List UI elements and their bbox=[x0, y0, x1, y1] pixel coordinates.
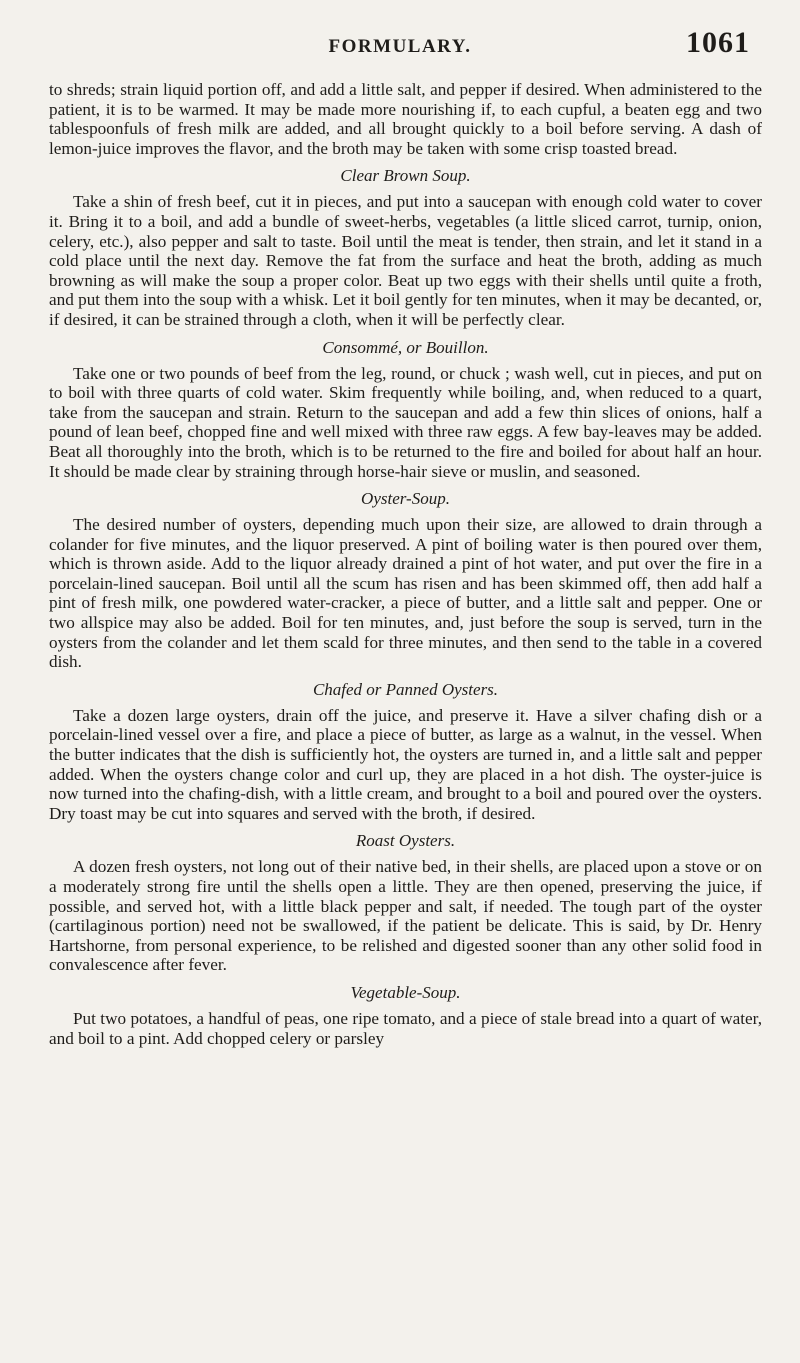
section-heading-clear-brown-soup: Clear Brown Soup. bbox=[340, 166, 471, 186]
section-heading-consomme: Consommé, or Bouillon. bbox=[322, 337, 489, 357]
paragraph-consomme: Take one or two pounds of beef from the leg, round, or chuck ; wash well, cut in pieces, and put on to boil with three quarts of cold water. Skim frequently while boiling, and, when reduced to a quart, take from the saucepan and strain. Return to the saucepan and add a few thin slices of onions, half a pound of lean beef, chopped fine and well mixed with three raw eggs. A few bay-leaves may be added. Beat all thoroughly into the broth, which is to be returned to the fire and boiled for about half an hour. It should be made clear by straining through horse-hair sieve or muslin, and seasoned. bbox=[49, 363, 762, 481]
page-number: 1061 bbox=[686, 26, 750, 59]
page-body bbox=[49, 80, 762, 1048]
page-header bbox=[0, 26, 800, 66]
paragraph-vegetable-soup: Put two potatoes, a handful of peas, one ripe tomato, and a piece of stale bread into a quart of water, and boil to a pint. Add chopped celery or parsley bbox=[49, 1008, 762, 1048]
paragraph-oyster-soup: The desired number of oysters, depending much upon their size, are allowed to drain through a colander for five minutes, and the liquor preserved. A pint of boiling water is then poured over them, which is thrown aside. Add to the liquor already drained a pint of hot water, and put over the fire in a porcelain-lined saucepan. Boil until all the scum has risen and has been skimmed off, then add half a pint of fresh milk, one powdered water-cracker, a piece of butter, and a little salt and pepper. One or two allspice may also be added. Boil for ten minutes, and, just before the soup is served, turn in the oysters from the colander and let them scald for three minutes, and then send to the table in a covered dish. bbox=[49, 515, 762, 672]
section-heading-oyster-soup: Oyster-Soup. bbox=[361, 489, 450, 509]
paragraph-chafed-oysters: Take a dozen large oysters, drain off the juice, and preserve it. Have a silver chafing dish or a porcelain-lined vessel over a fire, and place a piece of butter, as large as a walnut, in the vessel. When the butter indicates that the dish is sufficiently hot, the oysters are turned in, and a little salt and pepper added. When the oysters change color and curl up, they are placed in a hot dish. The oyster-juice is now turned into the chafing-dish, with a little cream, and brought to a boil and poured over the oysters. Dry toast may be cut into squares and served with the broth, if desired. bbox=[49, 705, 762, 823]
continued-paragraph: to shreds; strain liquid portion off, and add a little salt, and pepper if desired. When administered to the patient, it is to be warmed. It may be made more nourishing if, to each cupful, a beaten egg and two tablespoonfuls of fresh milk are added, and all brought quickly to a boil before serving. A dash of lemon-juice improves the flavor, and the broth may be taken with some crisp toasted bread. bbox=[49, 80, 762, 158]
running-head: FORMULARY. bbox=[328, 36, 472, 57]
paragraph-roast-oysters: A dozen fresh oysters, not long out of their native bed, in their shells, are placed upon a stove or on a moderately strong fire until the shells open a little. They are then opened, preserving the juice, if possible, and served hot, with a little black pepper and salt, if needed. The tough part of the oyster (cartilaginous portion) need not be swallowed, if the patient be delicate. This is said, by Dr. Henry Hartshorne, from personal experience, to be relished and digested sooner than any other solid food in convalescence after fever. bbox=[49, 857, 762, 975]
paragraph-clear-brown-soup: Take a shin of fresh beef, cut it in pieces, and put into a saucepan with enough cold water to cover it. Bring it to a boil, and add a bundle of sweet-herbs, vegetables (a little sliced carrot, turnip, onion, celery, etc.), also pepper and salt to taste. Boil until the meat is tender, then strain, and let it stand in a cold place until the next day. Remove the fat from the surface and heat the broth, adding as much browning as will make the soup a proper color. Beat up two eggs with their shells until quite a froth, and put them into the soup with a whisk. Let it boil gently for ten minutes, when it may be decanted, or, if desired, it can be strained through a cloth, when it will be perfectly clear. bbox=[49, 192, 762, 329]
section-heading-chafed-oysters: Chafed or Panned Oysters. bbox=[312, 679, 499, 699]
section-heading-vegetable-soup: Vegetable-Soup. bbox=[350, 982, 461, 1002]
section-heading-roast-oysters: Roast Oysters. bbox=[355, 831, 456, 851]
